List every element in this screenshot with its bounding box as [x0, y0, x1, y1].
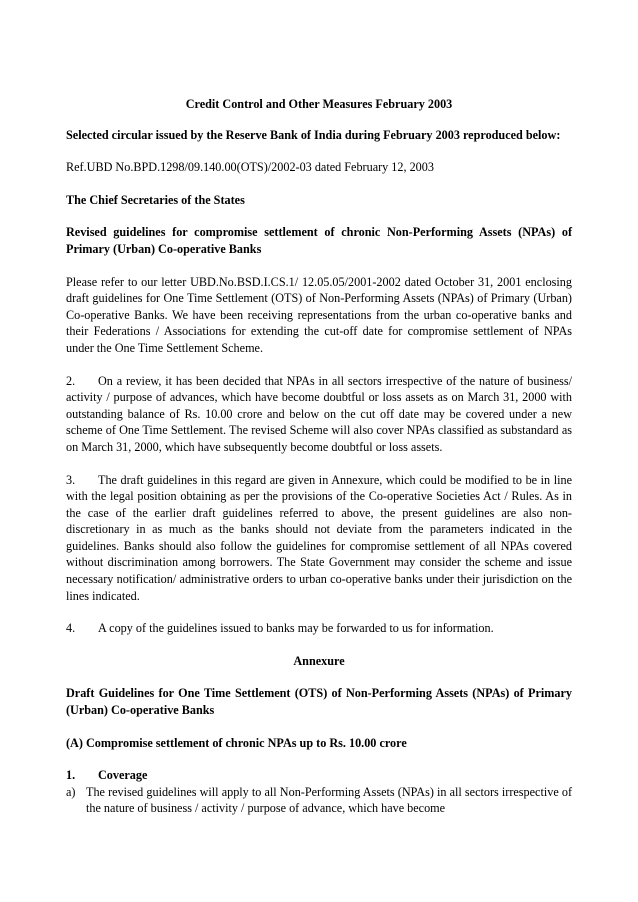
paragraph-2-number: 2. [66, 373, 76, 388]
list-item-a-text: The revised guidelines will apply to all Non-Performing Assets (NPAs) in all sectors irrespective of the nature of business / activity / purpose of advance, which have become [86, 784, 572, 816]
paragraph-4 [66, 620, 572, 637]
paragraph-3-number: 3. [66, 472, 76, 487]
list-item-a [66, 784, 572, 817]
addressee: The Chief Secretaries of the States [66, 192, 245, 207]
annexure-heading: Annexure [293, 653, 345, 668]
list-item-a-label: a) [66, 784, 76, 799]
reference-line: Ref.UBD No.BPD.1298/09.140.00(OTS)/2002-03 dated February 12, 2003 [66, 160, 434, 175]
section-a-heading: (A) Compromise settlement of chronic NPAs up to Rs. 10.00 crore [66, 735, 407, 750]
paragraph-2 [66, 373, 572, 456]
coverage-label: Coverage [98, 768, 148, 783]
paragraph-2-text: On a review, it has been decided that NPAs in all sectors irrespective of the nature of business/ activity / purpose of advances, which have become doubtful or loss assets as on March 31, 2000 with outstanding balance of Rs. 10.00 crore and below on the cut off date may be covered under a new scheme of One Time Settlement. The revised Scheme will also cover NPAs classified as substandard as on March 31, 2000, which have subsequently become doubtful or loss assets. [66, 373, 572, 454]
annexure-title: Draft Guidelines for One Time Settlement (OTS) of Non-Performing Assets (NPAs) of Primary (Urban) Co-operative Banks [66, 686, 572, 718]
paragraph-4-text: A copy of the guidelines issued to banks may be forwarded to us for information. [98, 621, 494, 636]
paragraph-3-text: The draft guidelines in this regard are given in Annexure, which could be modified to be in line with the legal position obtaining as per the provisions of the Co-operative Societies Act / Rules. As in the case of the earlier draft guidelines referred to above, the present guidelines are also non-discretionary in as much as the banks should not deviate from the parameters indicated in the guidelines. Banks should also follow the guidelines for compromise settlement of all NPAs covered without discrimination among borrowers. The State Government may consider the scheme and issue necessary notification/ administrative orders to urban co-operative banks under their jurisdiction on the lines indicated. [66, 472, 572, 603]
coverage-heading [66, 767, 572, 784]
subject-line: Revised guidelines for compromise settlement of chronic Non-Performing Assets (NPAs) of Primary (Urban) Co-operative Banks [66, 225, 572, 256]
coverage-number: 1. [66, 768, 76, 783]
paragraph-3 [66, 472, 572, 605]
document-page [66, 96, 572, 817]
intro-text: Selected circular issued by the Reserve Bank of India during February 2003 reproduced below: [66, 127, 561, 142]
paragraph-1: Please refer to our letter UBD.No.BSD.I.CS.1/ 12.05.05/2001-2002 dated October 31, 2001 enclosing draft guidelines for One Time Settlement (OTS) of Non-Performing Assets (NPAs) of Primary (Urban) Co-operative Banks. We have been receiving representations from the urban co-operative banks and their Federations / Associations for extending the cut-off date for compromise settlement of NPAs under the One Time Settlement Scheme. [66, 274, 572, 355]
document-title: Credit Control and Other Measures February 2003 [185, 97, 453, 111]
paragraph-4-number: 4. [66, 621, 76, 636]
